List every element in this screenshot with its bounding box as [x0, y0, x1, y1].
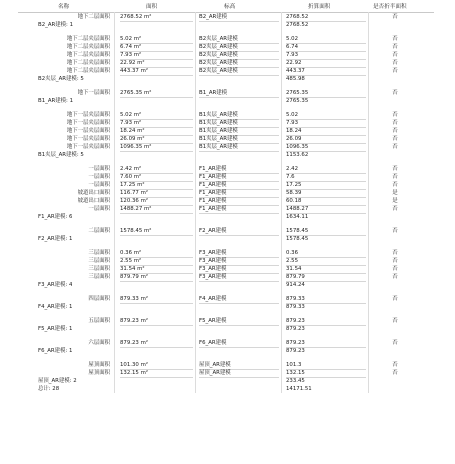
subtotal-value: 914.24 — [286, 282, 305, 288]
subtotal-row — [18, 347, 434, 355]
subtotal-label: B2_AR建模: 1 — [38, 22, 73, 28]
cell-folded-area: 5.02 — [286, 111, 366, 120]
cell-area: 17.25 m² — [120, 181, 193, 190]
cell-half-flag: 否 — [392, 166, 398, 172]
column-divider — [114, 12, 115, 393]
subtotal-label: F5_AR建模: 1 — [38, 326, 73, 332]
cell-half-flag: 否 — [392, 44, 398, 50]
cell-area: 2.55 m² — [120, 257, 193, 266]
subtotal-label: F4_AR建模: 1 — [38, 304, 73, 310]
cell-level: F2_AR建模 — [199, 227, 279, 236]
cell-area: 0.36 m² — [120, 249, 193, 258]
subtotal-row — [18, 281, 434, 289]
cell-area: 879.33 m² — [120, 295, 193, 304]
cell-level: B1夹层_AR建模 — [199, 127, 279, 136]
cell-folded-area: 1096.35 — [286, 143, 366, 152]
cell-name: 地下二层夹层面积 — [66, 44, 110, 50]
cell-half-flag: 否 — [392, 60, 398, 66]
cell-folded-area: 60.18 — [286, 197, 366, 206]
cell-name: 地下一层面积 — [77, 90, 110, 96]
cell-folded-area: 1488.27 — [286, 205, 366, 214]
subtotal-label: B2夹层_AR建模: 5 — [38, 76, 84, 82]
cell-name: 一层面积 — [88, 174, 110, 180]
cell-area: 26.09 m² — [120, 135, 193, 144]
cell-level: F3_AR建模 — [199, 249, 279, 258]
cell-name: 地下一层夹层面积 — [66, 120, 110, 126]
table-row — [18, 249, 434, 257]
cell-half-flag: 否 — [392, 112, 398, 118]
cell-name: 坡道出口面积 — [77, 190, 110, 196]
cell-folded-area: 2.42 — [286, 165, 366, 174]
cell-area: 7.93 m² — [120, 119, 193, 128]
table-row — [18, 181, 434, 189]
cell-area: 2.42 m² — [120, 165, 193, 174]
subtotal-row — [18, 377, 434, 385]
cell-name: 三层面积 — [88, 274, 110, 280]
schedule-header-row — [18, 3, 434, 13]
table-row — [18, 265, 434, 273]
cell-folded-area: 7.93 — [286, 119, 366, 128]
cell-name: 地下二层夹层面积 — [66, 60, 110, 66]
cell-level: B1_AR建模 — [199, 89, 279, 98]
subtotal-row — [18, 21, 434, 29]
cell-name: 坡道出口面积 — [77, 198, 110, 204]
header-name: 名称 — [58, 4, 70, 10]
cell-area: 879.79 m² — [120, 273, 193, 282]
table-row — [18, 361, 434, 369]
cell-name: 五层面积 — [88, 318, 110, 324]
table-row — [18, 13, 434, 21]
cell-half-flag: 否 — [392, 206, 398, 212]
cell-level: F5_AR建模 — [199, 317, 279, 326]
cell-folded-area: 101.3 — [286, 361, 366, 370]
cell-area: 18.24 m² — [120, 127, 193, 136]
cell-folded-area: 2.55 — [286, 257, 366, 266]
cell-folded-area: 22.92 — [286, 59, 366, 68]
cell-half-flag: 否 — [392, 340, 398, 346]
cell-half-flag: 否 — [392, 266, 398, 272]
cell-level: F3_AR建模 — [199, 265, 279, 274]
cell-folded-area: 443.37 — [286, 67, 366, 76]
cell-half-flag: 是 — [392, 190, 398, 196]
header-half-area: 是否折半面积 — [373, 4, 407, 10]
cell-area: 879.23 m² — [120, 339, 193, 348]
cell-name: 屋顶面积 — [88, 370, 110, 376]
cell-level: B1夹层_AR建模 — [199, 111, 279, 120]
cell-area: 443.37 m² — [120, 67, 193, 76]
subtotal-label: 屋顶_AR建模: 2 — [38, 378, 77, 384]
cell-area: 1578.45 m² — [120, 227, 193, 236]
cell-name: 地下二层夹层面积 — [66, 68, 110, 74]
table-row — [18, 295, 434, 303]
cell-half-flag: 否 — [392, 14, 398, 20]
cell-folded-area: 879.79 — [286, 273, 366, 282]
table-row — [18, 257, 434, 265]
cell-half-flag: 是 — [392, 198, 398, 204]
cell-name: 三层面积 — [88, 258, 110, 264]
column-divider — [281, 12, 282, 393]
cell-area: 22.92 m² — [120, 59, 193, 68]
cell-half-flag: 否 — [392, 228, 398, 234]
cell-level: F1_AR建模 — [199, 165, 279, 174]
cell-area: 5.02 m² — [120, 111, 193, 120]
cell-level: B2夹层_AR建模 — [199, 67, 279, 76]
table-row — [18, 59, 434, 67]
table-row — [18, 127, 434, 135]
cell-folded-area: 879.23 — [286, 317, 366, 326]
cell-half-flag: 否 — [392, 182, 398, 188]
cell-name: 地下一层夹层面积 — [66, 112, 110, 118]
subtotal-value: 879.23 — [286, 348, 305, 354]
cell-half-flag: 否 — [392, 68, 398, 74]
table-row — [18, 165, 434, 173]
cell-name: 一层面积 — [88, 206, 110, 212]
total-row — [18, 385, 434, 393]
cell-half-flag: 否 — [392, 370, 398, 376]
table-row — [18, 51, 434, 59]
table-row — [18, 317, 434, 325]
cell-level: B2夹层_AR建模 — [199, 51, 279, 60]
cell-half-flag: 否 — [392, 136, 398, 142]
cell-level: F3_AR建模 — [199, 257, 279, 266]
cell-half-flag: 否 — [392, 52, 398, 58]
cell-half-flag: 否 — [392, 258, 398, 264]
subtotal-value: 2765.35 — [286, 98, 309, 104]
table-row — [18, 67, 434, 75]
subtotal-value: 879.33 — [286, 304, 305, 310]
table-row — [18, 143, 434, 151]
cell-area: 1096.35 m² — [120, 143, 193, 152]
cell-level: F1_AR建模 — [199, 189, 279, 198]
cell-half-flag: 否 — [392, 90, 398, 96]
cell-name: 四层面积 — [88, 296, 110, 302]
cell-area: 1488.27 m² — [120, 205, 193, 214]
subtotal-label: B1夹层_AR建模: 5 — [38, 152, 84, 158]
subtotal-row — [18, 75, 434, 83]
subtotal-row — [18, 213, 434, 221]
cell-area: 120.36 m² — [120, 197, 193, 206]
cell-level: F1_AR建模 — [199, 173, 279, 182]
subtotal-value: 1153.62 — [286, 152, 309, 158]
schedule-body — [18, 13, 434, 393]
cell-area: 116.77 m² — [120, 189, 193, 198]
subtotal-row — [18, 235, 434, 243]
cell-name: 地下二层面积 — [77, 14, 110, 20]
cell-name: 地下二层夹层面积 — [66, 36, 110, 42]
cell-level: F3_AR建模 — [199, 273, 279, 282]
cell-name: 三层面积 — [88, 266, 110, 272]
area-schedule-sheet — [18, 3, 434, 393]
cell-folded-area: 2765.35 — [286, 89, 366, 98]
cell-half-flag: 否 — [392, 362, 398, 368]
column-divider — [368, 12, 369, 393]
cell-area: 101.30 m² — [120, 361, 193, 370]
table-row — [18, 43, 434, 51]
table-row — [18, 189, 434, 197]
table-row — [18, 119, 434, 127]
cell-area: 31.54 m² — [120, 265, 193, 274]
cell-area: 6.74 m² — [120, 43, 193, 52]
cell-level: B1夹层_AR建模 — [199, 135, 279, 144]
cell-half-flag: 否 — [392, 144, 398, 150]
subtotal-value: 1578.45 — [286, 236, 309, 242]
cell-folded-area: 6.74 — [286, 43, 366, 52]
cell-half-flag: 否 — [392, 174, 398, 180]
cell-folded-area: 26.09 — [286, 135, 366, 144]
header-area: 面积 — [146, 4, 158, 10]
total-label: 总计: 28 — [38, 386, 60, 392]
cell-half-flag: 否 — [392, 250, 398, 256]
table-row — [18, 205, 434, 213]
cell-folded-area: 17.25 — [286, 181, 366, 190]
table-row — [18, 135, 434, 143]
table-row — [18, 173, 434, 181]
cell-name: 屋顶面积 — [88, 362, 110, 368]
table-row — [18, 111, 434, 119]
header-level: 标高 — [224, 4, 236, 10]
cell-half-flag: 否 — [392, 120, 398, 126]
cell-name: 二层面积 — [88, 228, 110, 234]
table-row — [18, 227, 434, 235]
cell-level: B1夹层_AR建模 — [199, 119, 279, 128]
subtotal-label: F3_AR建模: 4 — [38, 282, 73, 288]
cell-folded-area: 7.6 — [286, 173, 366, 182]
cell-half-flag: 否 — [392, 318, 398, 324]
subtotal-row — [18, 303, 434, 311]
cell-folded-area: 31.54 — [286, 265, 366, 274]
cell-level: B1夹层_AR建模 — [199, 143, 279, 152]
subtotal-value: 879.23 — [286, 326, 305, 332]
cell-level: F4_AR建模 — [199, 295, 279, 304]
subtotal-row — [18, 325, 434, 333]
cell-level: F1_AR建模 — [199, 205, 279, 214]
cell-level: B2夹层_AR建模 — [199, 59, 279, 68]
cell-area: 879.23 m² — [120, 317, 193, 326]
cell-area: 7.93 m² — [120, 51, 193, 60]
cell-area: 2768.52 m² — [120, 13, 193, 22]
cell-area: 2765.35 m² — [120, 89, 193, 98]
cell-half-flag: 否 — [392, 36, 398, 42]
cell-level: B2夹层_AR建模 — [199, 35, 279, 44]
cell-name: 地下一层夹层面积 — [66, 136, 110, 142]
cell-folded-area: 0.36 — [286, 249, 366, 258]
subtotal-label: F2_AR建模: 1 — [38, 236, 73, 242]
cell-half-flag: 否 — [392, 296, 398, 302]
cell-folded-area: 1578.45 — [286, 227, 366, 236]
cell-level: 屋顶_AR建模 — [199, 361, 279, 370]
subtotal-row — [18, 97, 434, 105]
table-row — [18, 339, 434, 347]
header-folded-area: 折算面积 — [308, 4, 331, 10]
subtotal-label: B1_AR建模: 1 — [38, 98, 73, 104]
subtotal-value: 233.45 — [286, 378, 305, 384]
subtotal-value: 1634.11 — [286, 214, 309, 220]
cell-folded-area: 18.24 — [286, 127, 366, 136]
table-row — [18, 369, 434, 377]
cell-level: F6_AR建模 — [199, 339, 279, 348]
cell-name: 地下一层夹层面积 — [66, 128, 110, 134]
cell-half-flag: 否 — [392, 274, 398, 280]
cell-level: B2夹层_AR建模 — [199, 43, 279, 52]
cell-level: F1_AR建模 — [199, 181, 279, 190]
cell-level: F1_AR建模 — [199, 197, 279, 206]
cell-half-flag: 否 — [392, 128, 398, 134]
table-row — [18, 273, 434, 281]
cell-folded-area: 58.39 — [286, 189, 366, 198]
column-divider — [195, 12, 196, 393]
cell-name: 地下一层夹层面积 — [66, 144, 110, 150]
cell-area: 5.02 m² — [120, 35, 193, 44]
subtotal-label: F1_AR建模: 6 — [38, 214, 73, 220]
cell-folded-area: 2768.52 — [286, 13, 366, 22]
cell-area: 7.60 m² — [120, 173, 193, 182]
subtotal-value: 485.98 — [286, 76, 305, 82]
cell-folded-area: 7.93 — [286, 51, 366, 60]
cell-name: 一层面积 — [88, 182, 110, 188]
cell-level: B2_AR建模 — [199, 13, 279, 22]
cell-folded-area: 879.23 — [286, 339, 366, 348]
subtotal-row — [18, 151, 434, 159]
cell-name: 地下二层夹层面积 — [66, 52, 110, 58]
cell-name: 一层面积 — [88, 166, 110, 172]
cell-area: 132.15 m² — [120, 369, 193, 378]
total-value: 14171.51 — [286, 386, 312, 392]
table-row — [18, 197, 434, 205]
subtotal-label: F6_AR建模: 1 — [38, 348, 73, 354]
subtotal-value: 2768.52 — [286, 22, 309, 28]
table-row — [18, 89, 434, 97]
cell-folded-area: 879.33 — [286, 295, 366, 304]
cell-level: 屋顶_AR建模 — [199, 369, 279, 378]
cell-name: 六层面积 — [88, 340, 110, 346]
cell-folded-area: 132.15 — [286, 369, 366, 378]
table-row — [18, 35, 434, 43]
cell-folded-area: 5.02 — [286, 35, 366, 44]
cell-name: 三层面积 — [88, 250, 110, 256]
